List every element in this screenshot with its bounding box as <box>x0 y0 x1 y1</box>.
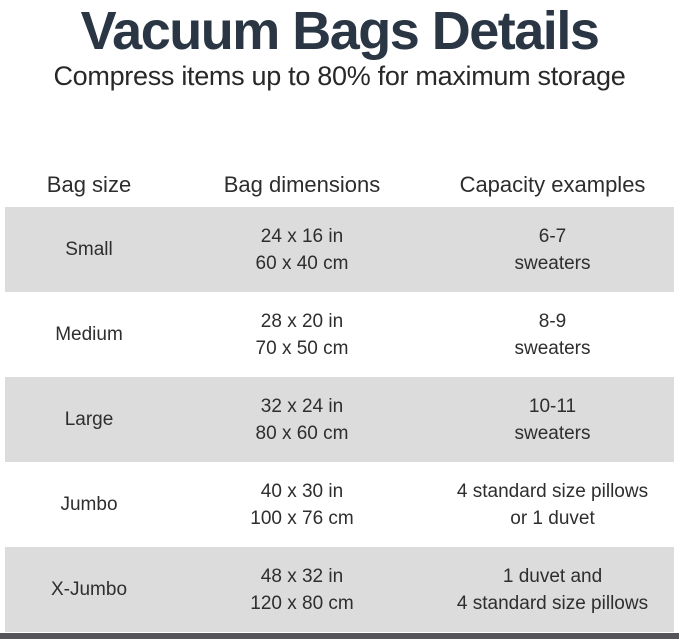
bag-size-cell <box>0 207 178 292</box>
table-row-large <box>0 377 679 462</box>
bag-dimensions-cell <box>178 207 426 292</box>
dimension-cm: 120 x 80 cm <box>250 592 354 614</box>
header-capacity-examples: Capacity examples <box>459 172 646 197</box>
bag-size-cell <box>0 292 178 377</box>
header-bag-dimensions: Bag dimensions <box>223 172 381 197</box>
dimension-inches: 40 x 30 in <box>260 480 344 502</box>
bottom-divider-bar <box>0 633 679 639</box>
capacity-cell <box>426 377 679 462</box>
capacity-line-1: 8-9 <box>538 310 567 332</box>
bag-size-cell <box>0 377 178 462</box>
table-row-x-jumbo <box>0 547 679 632</box>
dimension-inches: 32 x 24 in <box>260 395 344 417</box>
bag-size-label: Small <box>65 239 113 260</box>
table-row-small <box>0 207 679 292</box>
capacity-cell <box>426 547 679 632</box>
dimension-cm: 60 x 40 cm <box>255 252 349 274</box>
bag-size-cell <box>0 547 178 632</box>
bag-dimensions-cell <box>178 462 426 547</box>
dimension-cm: 80 x 60 cm <box>255 422 349 444</box>
capacity-line-2: sweaters <box>514 252 591 274</box>
capacity-cell <box>426 462 679 547</box>
bag-dimensions-cell <box>178 377 426 462</box>
table-body <box>0 207 679 632</box>
dimension-cm: 100 x 76 cm <box>250 507 354 529</box>
capacity-line-2: sweaters <box>514 422 591 444</box>
table-row-jumbo <box>0 462 679 547</box>
dimension-inches: 48 x 32 in <box>260 565 344 587</box>
bag-size-label: Medium <box>55 324 123 345</box>
page-title: Vacuum Bags Details <box>80 1 599 61</box>
capacity-line-2: sweaters <box>514 337 591 359</box>
capacity-line-1: 4 standard size pillows <box>456 480 649 502</box>
bag-size-cell <box>0 462 178 547</box>
page-subtitle: Compress items up to 80% for maximum storage <box>53 61 626 91</box>
capacity-line-1: 6-7 <box>538 225 567 247</box>
capacity-cell <box>426 207 679 292</box>
capacity-line-2: 4 standard size pillows <box>456 592 649 614</box>
capacity-line-1: 10-11 <box>528 395 577 417</box>
capacity-line-1: 1 duvet and <box>502 565 603 587</box>
capacity-cell <box>426 292 679 377</box>
dimension-inches: 24 x 16 in <box>260 225 344 247</box>
header-bag-size: Bag size <box>46 172 132 197</box>
capacity-line-2: or 1 duvet <box>510 507 595 529</box>
bag-size-label: Jumbo <box>60 494 118 515</box>
bag-size-label: Large <box>64 409 114 430</box>
table-row-medium <box>0 292 679 377</box>
bag-dimensions-cell <box>178 292 426 377</box>
bag-size-label: X-Jumbo <box>50 579 128 600</box>
bag-dimensions-cell <box>178 547 426 632</box>
table-header <box>0 163 679 207</box>
dimension-cm: 70 x 50 cm <box>255 337 349 359</box>
dimension-inches: 28 x 20 in <box>260 310 344 332</box>
